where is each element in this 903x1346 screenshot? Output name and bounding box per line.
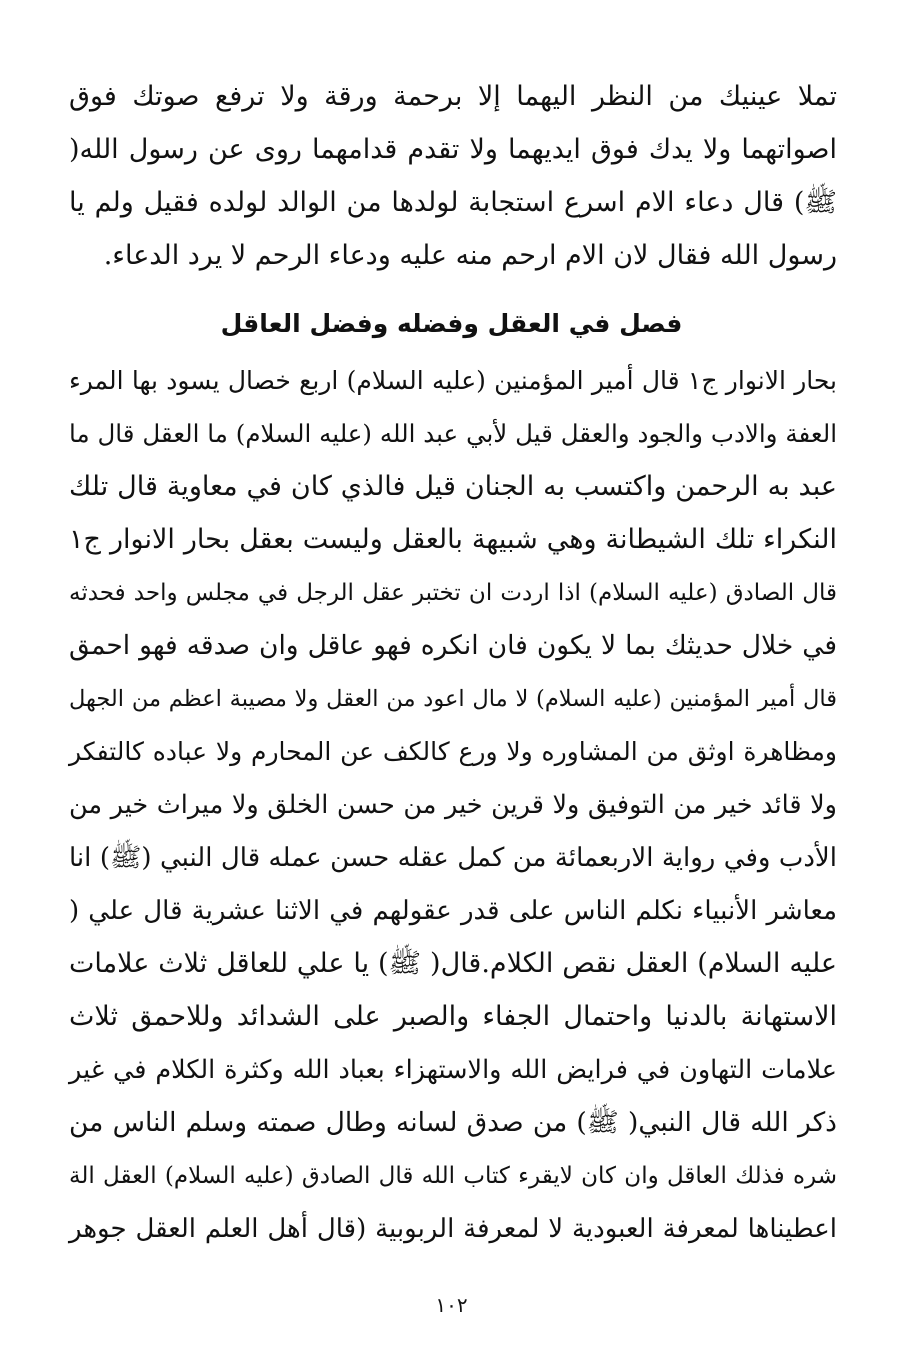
paragraph-2-line: بحار الانوار ج١ قال أمير المؤمنين (عليه السلام) اربع خصال يسود بها المرء bbox=[69, 366, 837, 395]
paragraph-2-line: اعطيناها لمعرفة العبودية لا لمعرفة الربوبية (قال أهل العلم العقل جوهر bbox=[69, 1214, 837, 1244]
paragraph-2-line: علامات التهاون في فرايض الله والاستهزاء بعباد الله وكثرة الكلام في غير bbox=[69, 1055, 837, 1085]
paragraph-2-line: معاشر الأنبياء نكلم الناس على قدر عقولهم في الاثنا عشرية قال علي ( bbox=[69, 896, 837, 926]
paragraph-1-line: اصواتهما ولا يدك فوق ايديهما ولا تقدم قدامهما روى عن رسول الله( bbox=[69, 134, 837, 165]
paragraph-2-line: عليه السلام) العقل نقص الكلام.قال( ﷺ) يا علي للعاقل ثلاث علامات bbox=[69, 948, 837, 979]
paragraph-2-line: النكراء تلك الشيطانة وهي شبيهة بالعقل وليست بعقل بحار الانوار ج١ bbox=[69, 524, 837, 555]
paragraph-1-line: تملا عينيك من النظر اليهما إلا برحمة ورقة ولا ترفع صوتك فوق bbox=[69, 81, 837, 112]
paragraph-2-line: ذكر الله قال النبي( ﷺ) من صدق لسانه وطال صمته وسلم الناس من bbox=[69, 1107, 837, 1138]
paragraph-2-line: شره فذلك العاقل وان كان لايقرء كتاب الله قال الصادق (عليه السلام) العقل الة bbox=[69, 1163, 837, 1189]
paragraph-2-line: ومظاهرة اوثق من المشاوره ولا ورع كالكف عن المحارم ولا عباده كالتفكر bbox=[69, 737, 837, 766]
paragraph-2-line: العفة والادب والجود والعقل قيل لأبي عبد الله (عليه السلام) ما العقل قال ما bbox=[69, 419, 837, 448]
paragraph-1-line: ﷺ) قال دعاء الام اسرع استجابة لولدها من الوالد لولده فقيل ولم يا bbox=[69, 187, 837, 218]
page-number: ١٠٢ bbox=[435, 1293, 468, 1317]
paragraph-1-line: رسول الله فقال لان الام ارحم منه عليه ودعاء الرحم لا يرد الدعاء. bbox=[103, 240, 837, 271]
paragraph-2-line: ولا قائد خير من التوفيق ولا قرين خير من حسن الخلق ولا ميراث خير من bbox=[69, 790, 837, 820]
paragraph-2-line: قال الصادق (عليه السلام) اذا اردت ان تختبر عقل الرجل في مجلس واحد فحدثه bbox=[69, 580, 837, 606]
section-heading: فصل في العقل وفضله وفضل العاقل bbox=[220, 309, 683, 338]
paragraph-2-line: قال أمير المؤمنين (عليه السلام) لا مال اعود من العقل ولا مصيبة اعظم من الجهل bbox=[69, 686, 837, 712]
paragraph-2-line: الاستهانة بالدنيا واحتمال الجفاء والصبر على الشدائد وللاحمق ثلاث bbox=[69, 1001, 837, 1032]
paragraph-2-line: في خلال حديثك بما لا يكون فان انكره فهو عاقل وان صدقه فهو احمق bbox=[69, 630, 837, 661]
paragraph-2-line: عبد به الرحمن واكتسب به الجنان قيل فالذي كان في معاوية قال تلك bbox=[69, 471, 837, 502]
paragraph-2-line: الأدب وفي رواية الاربعمائة من كمل عقله حسن عمله قال النبي (ﷺ) انا bbox=[69, 843, 837, 873]
